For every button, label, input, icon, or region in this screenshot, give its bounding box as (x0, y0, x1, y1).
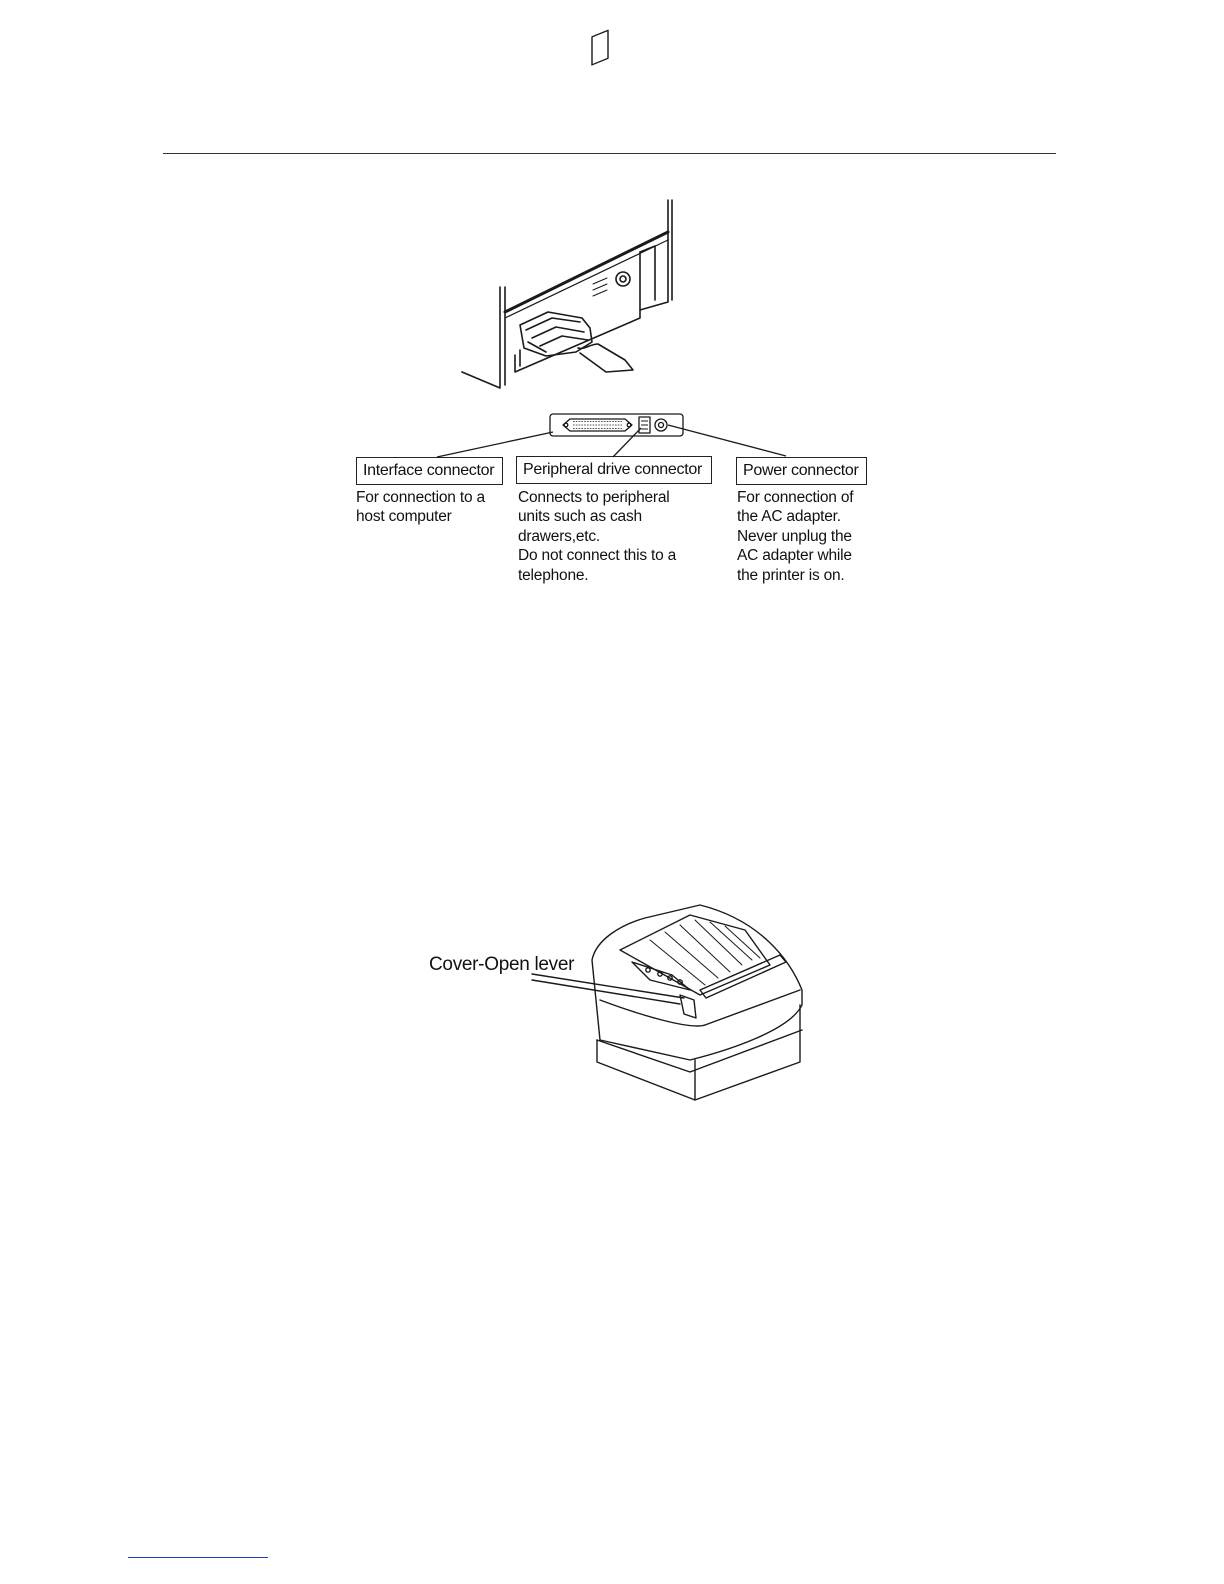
peripheral-drive-connector-description: Connects to peripheral units such as cash drawers,etc. Do not connect this to a telephone. (518, 489, 677, 584)
power-connector-label: Power connector (736, 457, 867, 485)
footer-rule (128, 1557, 268, 1558)
cover-open-leader-line (532, 974, 684, 998)
printer-cover-outline (592, 905, 802, 1060)
printer-base-outline (597, 1005, 800, 1100)
cover-open-lever-label: Cover-Open lever (429, 954, 575, 975)
power-connector-description: For connection of the AC adapter. Never unplug the AC adapter while the printer is on. (737, 489, 854, 584)
interface-connector-label: Interface connector (356, 457, 503, 485)
peripheral-drive-connector-label: Peripheral drive connector (516, 456, 712, 484)
interface-connector-description: For connection to a host computer (356, 489, 485, 526)
